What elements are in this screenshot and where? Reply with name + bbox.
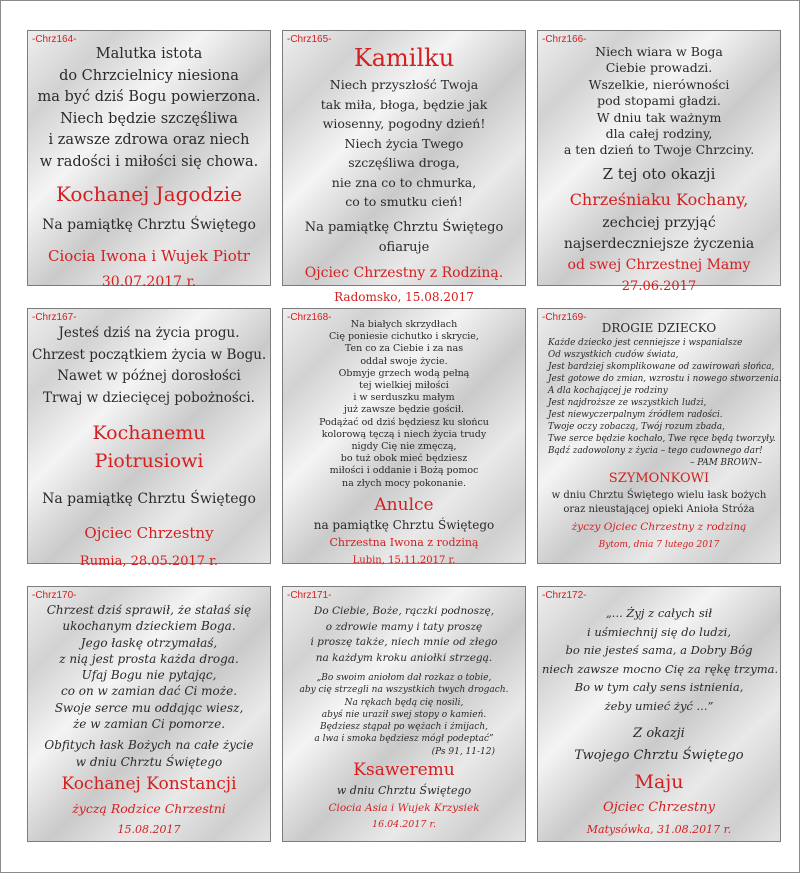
poem-line: Jesteś dziś na życia progu. <box>58 325 240 341</box>
poem-line: i uśmiechnij się do ludzi, <box>586 624 731 639</box>
poem-line: Twe serce będzie kochało, Twe ręce będą tworzyły. <box>548 434 776 444</box>
poem-line: co on w zamian dać Ci może. <box>60 684 238 699</box>
poem-line: Wszelkie, nierówności <box>588 76 730 92</box>
quote-line: Na rękach będą cię nosili, <box>344 697 464 708</box>
plate-text <box>287 604 521 841</box>
poem-line: na złych mocy pokonanie. <box>341 477 466 489</box>
plate-chrz165[interactable] <box>282 30 526 304</box>
occasion-line: Z okazji <box>633 726 685 741</box>
poem-line: nie zna co to chmurka, <box>331 174 477 190</box>
poem-line: Obmyje grzech wodą pełną <box>338 367 470 379</box>
poem-line: nigdy Cię nie zmęczą, <box>351 441 457 453</box>
sender-line: od swej Chrzestnej Mamy <box>567 256 751 273</box>
poem-line: dla całej rodziny, <box>605 126 713 142</box>
poem-line: Jest gotowe do zmian, wzrostu i nowego stworzenia. <box>548 374 782 384</box>
occasion-line: Twojego Chrztu Świętego <box>574 748 744 763</box>
sender-line: Ciocia Iwona i Wujek Piotr <box>48 247 250 265</box>
plate-text <box>287 41 521 304</box>
occasion-line: Z tej oto okazji <box>602 164 716 183</box>
poem-line: tej wielkiej miłości <box>359 380 449 392</box>
date-line: Radomsko, 15.08.2017 <box>334 289 474 304</box>
poem-line: do Chrzcielnicy niesiona <box>59 67 239 84</box>
poem-line: szczęśliwa droga, <box>348 155 460 170</box>
wish-line: w dniu Chrztu Świętego wielu łask bożych <box>551 490 767 501</box>
poem-line: Ufaj Bogu nie pytając, <box>81 668 217 683</box>
poem-line: oddał swoje życie. <box>360 355 448 367</box>
poem-line: Twoje oczy zobaczą, Twój rozum zbada, <box>548 422 725 432</box>
plate-text <box>32 323 267 569</box>
poem-line: Bo w tym cały sens istnienia, <box>574 680 744 694</box>
plate-code: -Chrz166- <box>542 34 587 45</box>
plate-text <box>542 44 776 294</box>
plate-chrz168[interactable] <box>282 308 526 564</box>
poem-line: W dniu tak ważnym <box>596 109 722 125</box>
poem-line: tak miła, błoga, będzie jak <box>320 96 488 112</box>
poem-line: Jest bardziej skomplikowane od zawirowań słońca, <box>548 362 775 372</box>
quote-line: a lwa i smoka będziesz mógł podeptać” <box>314 734 494 745</box>
recipient-name: Kochanemu <box>92 422 206 444</box>
poem-line: niech zawsze mocno Cię za rękę trzyma. <box>542 661 779 676</box>
plate-chrz164[interactable] <box>27 30 271 290</box>
poem-line: Każde dziecko jest cenniejsze i wspanialsze <box>548 338 743 348</box>
recipient-name: Kochanej Konstancji <box>61 773 237 794</box>
wish-line: najserdeczniejsze życzenia <box>563 235 755 252</box>
plate-text <box>287 319 521 566</box>
poem-author: – PAM BROWN– <box>690 458 762 468</box>
poem-line: już zawsze będzie gościł. <box>343 404 465 416</box>
occasion-line: Na pamiątkę Chrztu Świętego <box>42 217 256 233</box>
poem-line: Malutka istota <box>95 46 203 62</box>
poem-line: Od wszystkich cudów świata, <box>548 350 679 360</box>
poem-line: z nią jest prosta każda droga. <box>59 651 239 666</box>
plate-code: -Chrz167- <box>32 312 77 323</box>
poem-line: co to smutku cień! <box>345 194 463 209</box>
poem-line: pod stopami gładzi. <box>597 93 721 109</box>
psalm-quote <box>287 672 521 758</box>
poem-line: kolorową tęczą i niech życia trudy <box>321 428 487 440</box>
recipient-name: Maju <box>634 771 684 793</box>
poem-line: Jego łaskę otrzymałaś, <box>80 635 218 650</box>
plate-code: -Chrz170- <box>32 590 77 601</box>
poem-line: w radości i miłości się chowa. <box>39 153 259 170</box>
sender-line: Ciocia Asia i Wujek Krzysiek <box>328 802 480 815</box>
poem-line: o zdrowie mamy i taty proszę <box>325 620 483 633</box>
poem-line: a ten dzień to Twoje Chrzciny. <box>563 142 755 158</box>
recipient-name: Anulce <box>374 494 434 515</box>
wish-line: w dniu Chrztu Świętego <box>75 754 223 769</box>
poem-line: Bądź zadowolony z życia – tego cudownego dar! <box>548 446 763 456</box>
poem-line: Ten co za Ciebie i za nas <box>344 343 464 355</box>
recipient-name: SZYMONKOWI <box>608 471 710 486</box>
poem-line: Niech życia Twego <box>344 135 464 151</box>
plate-text <box>542 320 782 563</box>
date-line: 15.08.2017 <box>117 822 181 836</box>
wish-line: zechciej przyjąć <box>602 214 716 231</box>
sender-line: życzą Rodzice Chrzestni <box>72 800 226 816</box>
recipient-name: Ksaweremu <box>353 760 455 781</box>
poem-line: Ciebie prowadzi. <box>605 60 713 76</box>
plate-code: -Chrz169- <box>542 312 587 323</box>
date-line: Bytom, dnia 7 lutego 2017 <box>598 540 720 550</box>
poem-line: Niech przyszłość Twoja <box>329 77 479 92</box>
date-line: 16.04.2017 r. <box>372 819 436 831</box>
recipient-name: Piotrusiowi <box>94 450 204 472</box>
plate-code: -Chrz164- <box>32 34 77 45</box>
date-line: Rumia, 28.05.2017 r. <box>79 554 219 569</box>
psalm-reference: (Ps 91, 11-12) <box>431 746 495 757</box>
poem-line: Jest niewyczerpalnym źródłem radości. <box>548 410 723 420</box>
sender-line: Ojciec Chrzestny z Rodziną. <box>304 264 504 281</box>
plate-chrz171[interactable] <box>282 586 526 842</box>
recipient-name: Kochanej Jagodzie <box>55 182 243 206</box>
poem-line: Na białych skrzydłach <box>350 319 458 330</box>
plate-chrz166[interactable] <box>537 30 781 294</box>
plate-text <box>32 602 266 841</box>
plate-code: -Chrz165- <box>287 34 332 45</box>
wish-line: Obfitych łask Bożych na całe życie <box>44 738 254 753</box>
poem-line: i w serduszku małym <box>353 392 455 404</box>
recipient-name: Chrześniaku Kochany, <box>569 189 749 209</box>
poem-block <box>542 337 782 457</box>
sender-line: życzy Ojciec Chrzestny z rodziną <box>571 521 747 533</box>
plate-code: -Chrz171- <box>287 590 332 601</box>
poem-line: miłości i oddanie i Bożą pomoc <box>329 465 479 477</box>
poem-line: A dla kochającej je rodziny <box>548 386 668 396</box>
recipient-name: Kamilku <box>353 44 455 72</box>
poem-title: DROGIE DZIECKO <box>601 321 717 335</box>
date-line: Matysówka, 31.08.2017 r. <box>586 823 732 836</box>
poem-line: Swoje serce mu oddając wiesz, <box>54 700 244 715</box>
poem-line: Jest najdroższe ze wszystkich ludzi, <box>548 398 707 408</box>
plate-text <box>542 604 779 841</box>
quote-line: aby cię strzegli na wszystkich twych drogach. <box>299 685 509 696</box>
date-line: Lubin, 15.11.2017 r. <box>352 554 456 566</box>
sender-line: Chrzestna Iwona z rodziną <box>329 535 479 549</box>
quote-line: „Bo swoim aniołom dał rozkaz o tobie, <box>316 673 492 683</box>
poem-line: Niech będzie szczęśliwa <box>60 110 238 127</box>
poem-line: Podążać od dziś będziesz ku słońcu <box>319 416 489 428</box>
occasion-line: ofiaruje <box>378 239 430 255</box>
poem-line: żeby umieć żyć ...” <box>604 698 714 713</box>
poem-line: Cię poniesie cichutko i skrycie, <box>329 331 479 343</box>
poem-line: Do Ciebie, Boże, rączki podnoszę, <box>313 605 495 617</box>
poem-line: wiosenny, pogodny dzień! <box>322 116 486 131</box>
poem-line: ukochanym dzieckiem Boga. <box>62 619 236 634</box>
plate-code: -Chrz168- <box>287 312 332 323</box>
poem-line: Niech wiara w Boga <box>595 44 723 59</box>
plate-chrz169[interactable] <box>537 308 781 564</box>
plate-chrz167[interactable] <box>27 308 271 569</box>
date-line: 27.06.2017 <box>621 278 697 294</box>
poem-line: i proszę także, niech mnie od złego <box>310 636 498 648</box>
occasion-line: na pamiątkę Chrztu Świętego <box>313 517 495 532</box>
quote-line: abyś nie uraził swej stopy o kamień. <box>321 709 487 720</box>
poem-line: ma być dziś Bogu powierzona. <box>37 89 261 105</box>
occasion-line: Na pamiątkę Chrztu Świętego <box>42 491 256 507</box>
wish-line: oraz nieustającej opieki Anioła Stróża <box>563 504 755 515</box>
sender-line: Ojciec Chrzestny <box>603 800 715 815</box>
quote-line: Będziesz stąpał po wężach i żmijach, <box>320 722 488 733</box>
poem-line: że w zamian Ci pomorze. <box>72 717 226 732</box>
occasion-line: w dniu Chrztu Świętego <box>336 784 472 798</box>
poem-line: na każdym kroku aniołki strzegą. <box>315 651 493 664</box>
poem-line: Chrzest początkiem życia w Bogu. <box>32 346 267 363</box>
poem-line: Nawet w późnej dorosłości <box>57 368 241 384</box>
poem-line: Trwaj w dziecięcej pobożności. <box>43 389 255 406</box>
poem-line: i zawsze zdrowa oraz niech <box>48 132 250 148</box>
occasion-line: Na pamiątkę Chrztu Świętego <box>304 219 504 235</box>
poem-line: bo nie jesteś sama, a Dobry Bóg <box>565 643 753 657</box>
sender-line: Ojciec Chrzestny <box>84 524 214 542</box>
plate-text <box>32 44 266 290</box>
plate-chrz170[interactable] <box>27 586 271 842</box>
date-line: 30.07.2017 r. <box>101 274 197 290</box>
poem-line: „... Żyj z całych sił <box>605 606 713 620</box>
plate-chrz172[interactable] <box>537 586 781 842</box>
poem-line: Chrzest dziś sprawił, że stałaś się <box>46 603 252 617</box>
plate-code: -Chrz172- <box>542 590 587 601</box>
poem-line: bo tuż obok mieć będziesz <box>340 453 468 465</box>
